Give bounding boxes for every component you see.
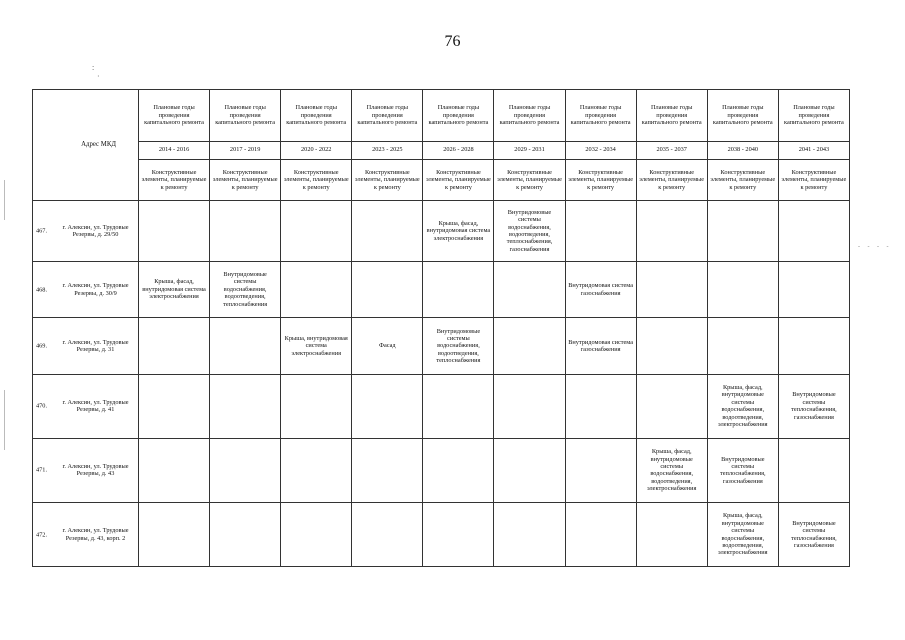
planned-years-header-cell: Плановые годы проведения капитального ремонта bbox=[423, 90, 494, 142]
elements-header-cell: Конструктивные элементы, планируемые к ремонту bbox=[778, 159, 849, 200]
repair-elements-cell bbox=[494, 374, 565, 438]
building-address: г. Алексин, ул. Трудовые Резервы, д. 31 bbox=[62, 338, 129, 354]
repair-elements-cell bbox=[636, 261, 707, 318]
repair-elements-cell bbox=[352, 201, 423, 262]
table-row bbox=[33, 438, 850, 503]
planned-years-header-cell: Плановые годы проведения капитального ремонта bbox=[210, 90, 281, 142]
scan-margin-mark bbox=[4, 390, 5, 450]
repair-elements-cell bbox=[565, 438, 636, 503]
elements-header-cell: Конструктивные элементы, планируемые к ремонту bbox=[423, 159, 494, 200]
repair-elements-cell bbox=[494, 503, 565, 567]
period-header-cell: 2023 - 2025 bbox=[352, 141, 423, 159]
building-address: г. Алексин, ул. Трудовые Резервы, д. 30/9 bbox=[62, 282, 129, 297]
repair-elements-cell bbox=[636, 374, 707, 438]
elements-header-cell: Конструктивные элементы, планируемые к ремонту bbox=[494, 159, 565, 200]
period-header-cell: 2035 - 2037 bbox=[636, 141, 707, 159]
address-cell bbox=[33, 438, 139, 503]
repair-elements-cell: Внутридомовая система газоснабжения bbox=[565, 318, 636, 375]
repair-elements-cell: Внутридомовые системы теплоснабжения, газоснабжения bbox=[778, 374, 849, 438]
period-header-cell: 2014 - 2016 bbox=[139, 141, 210, 159]
repair-elements-cell bbox=[778, 318, 849, 375]
table-row bbox=[33, 503, 850, 567]
repair-elements-cell bbox=[778, 201, 849, 262]
period-header-cell: 2020 - 2022 bbox=[281, 141, 352, 159]
building-address: г. Алексин, ул. Трудовые Резервы, д. 41 bbox=[62, 398, 129, 414]
period-header-cell: 2029 - 2031 bbox=[494, 141, 565, 159]
row-number: 467. bbox=[36, 227, 48, 235]
elements-header-cell: Конструктивные элементы, планируемые к ремонту bbox=[210, 159, 281, 200]
repair-elements-cell bbox=[210, 201, 281, 262]
row-number: 470. bbox=[36, 402, 48, 410]
repair-elements-cell bbox=[636, 318, 707, 375]
elements-header-cell: Конструктивные элементы, планируемые к ремонту bbox=[636, 159, 707, 200]
period-header-cell: 2041 - 2043 bbox=[778, 141, 849, 159]
repair-elements-cell bbox=[139, 318, 210, 375]
address-cell bbox=[33, 261, 139, 318]
repair-elements-cell bbox=[210, 318, 281, 375]
repair-elements-cell bbox=[281, 261, 352, 318]
repair-elements-cell bbox=[778, 261, 849, 318]
period-header-cell: 2026 - 2028 bbox=[423, 141, 494, 159]
address-cell bbox=[33, 201, 139, 262]
planned-years-header-cell: Плановые годы проведения капитального ремонта bbox=[281, 90, 352, 142]
elements-header-cell: Конструктивные элементы, планируемые к ремонту bbox=[352, 159, 423, 200]
repair-elements-cell bbox=[352, 261, 423, 318]
capital-repair-schedule-table bbox=[32, 89, 850, 567]
table-row bbox=[33, 261, 850, 318]
repair-elements-cell: Крыша, фасад, внутридомовые системы водоснабжения, водоотведения, электроснабжения bbox=[636, 438, 707, 503]
repair-elements-cell bbox=[352, 374, 423, 438]
repair-elements-cell bbox=[139, 201, 210, 262]
repair-elements-cell bbox=[423, 261, 494, 318]
row-number: 471. bbox=[36, 466, 48, 474]
repair-elements-cell bbox=[423, 438, 494, 503]
elements-header-cell: Конструктивные элементы, планируемые к ремонту bbox=[281, 159, 352, 200]
table-row bbox=[33, 201, 850, 262]
repair-elements-cell bbox=[210, 374, 281, 438]
repair-elements-cell: Крыша, фасад, внутридомовые системы водоснабжения, водоотведения, электроснабжения bbox=[707, 503, 778, 567]
repair-elements-cell: Внутридомовые системы водоснабжения, водоотведения, теплоснабжения bbox=[423, 318, 494, 375]
address-cell bbox=[33, 374, 139, 438]
repair-elements-cell bbox=[707, 261, 778, 318]
period-header-cell: 2017 - 2019 bbox=[210, 141, 281, 159]
building-address: г. Алексин, ул. Трудовые Резервы, д. 43, корп. 2 bbox=[62, 527, 129, 542]
repair-elements-cell: Внутридомовые системы водоснабжения, водоотведения, теплоснабжения bbox=[210, 261, 281, 318]
planned-years-header-cell: Плановые годы проведения капитального ремонта bbox=[636, 90, 707, 142]
header-row-planned-years bbox=[33, 90, 850, 142]
repair-elements-cell bbox=[565, 201, 636, 262]
repair-elements-cell bbox=[636, 201, 707, 262]
repair-elements-cell: Крыша, внутридомовая система электроснабжения bbox=[281, 318, 352, 375]
scan-margin-mark bbox=[4, 180, 5, 220]
repair-elements-cell bbox=[139, 438, 210, 503]
repair-elements-cell bbox=[210, 503, 281, 567]
planned-years-header-cell: Плановые годы проведения капитального ремонта bbox=[707, 90, 778, 142]
elements-header-cell: Конструктивные элементы, планируемые к ремонту bbox=[565, 159, 636, 200]
repair-elements-cell: Фасад bbox=[352, 318, 423, 375]
repair-elements-cell bbox=[281, 201, 352, 262]
repair-elements-cell: Внутридомовая система газоснабжения bbox=[565, 261, 636, 318]
scan-speck: : bbox=[92, 63, 97, 72]
repair-elements-cell bbox=[423, 374, 494, 438]
building-address: г. Алексин, ул. Трудовые Резервы, д. 43 bbox=[62, 462, 129, 478]
repair-elements-cell bbox=[565, 374, 636, 438]
planned-years-header-cell: Плановые годы проведения капитального ремонта bbox=[565, 90, 636, 142]
table-row bbox=[33, 318, 850, 375]
planned-years-header-cell: Плановые годы проведения капитального ремонта bbox=[352, 90, 423, 142]
repair-elements-cell bbox=[352, 438, 423, 503]
repair-elements-cell: Крыша, фасад, внутридомовая система электроснабжения bbox=[423, 201, 494, 262]
planned-years-header-cell: Плановые годы проведения капитального ремонта bbox=[494, 90, 565, 142]
page-number: 76 bbox=[444, 33, 461, 50]
scan-edge-mark: - - - - bbox=[858, 244, 892, 250]
elements-header-cell: Конструктивные элементы, планируемые к ремонту bbox=[139, 159, 210, 200]
repair-elements-cell bbox=[139, 374, 210, 438]
repair-elements-cell bbox=[423, 503, 494, 567]
repair-elements-cell: Внутридомовые системы теплоснабжения, газоснабжения bbox=[707, 438, 778, 503]
period-header-cell: 2038 - 2040 bbox=[707, 141, 778, 159]
header-row-elements bbox=[33, 159, 850, 200]
repair-elements-cell bbox=[281, 503, 352, 567]
repair-elements-cell bbox=[707, 318, 778, 375]
repair-elements-cell: Внутридомовые системы водоснабжения, водоотведения, теплоснабжения, газоснабжения bbox=[494, 201, 565, 262]
planned-years-header-cell: Плановые годы проведения капитального ремонта bbox=[139, 90, 210, 142]
repair-elements-cell: Крыша, фасад, внутридомовая система электроснабжения bbox=[139, 261, 210, 318]
elements-header-cell: Конструктивные элементы, планируемые к ремонту bbox=[707, 159, 778, 200]
repair-elements-cell bbox=[565, 503, 636, 567]
address-cell bbox=[33, 503, 139, 567]
period-header-cell: 2032 - 2034 bbox=[565, 141, 636, 159]
row-number: 469. bbox=[36, 342, 48, 350]
repair-elements-cell: Крыша, фасад, внутридомовые системы водоснабжения, водоотведения, электроснабжения bbox=[707, 374, 778, 438]
repair-elements-cell bbox=[210, 438, 281, 503]
repair-elements-cell bbox=[281, 438, 352, 503]
repair-elements-cell bbox=[281, 374, 352, 438]
repair-elements-cell bbox=[494, 261, 565, 318]
scan-speck: · bbox=[97, 72, 102, 81]
address-cell bbox=[33, 318, 139, 375]
repair-elements-cell bbox=[636, 503, 707, 567]
building-address: г. Алексин, ул. Трудовые Резервы, д. 29/50 bbox=[62, 223, 129, 238]
planned-years-header-cell: Плановые годы проведения капитального ремонта bbox=[778, 90, 849, 142]
repair-elements-cell bbox=[139, 503, 210, 567]
address-header-label: Адрес МКД bbox=[81, 141, 116, 149]
repair-elements-cell bbox=[494, 438, 565, 503]
repair-elements-cell bbox=[494, 318, 565, 375]
row-number: 468. bbox=[36, 285, 48, 293]
repair-elements-cell bbox=[778, 438, 849, 503]
repair-elements-cell: Внутридомовые системы теплоснабжения, газоснабжения bbox=[778, 503, 849, 567]
row-number: 472. bbox=[36, 530, 48, 538]
repair-elements-cell bbox=[707, 201, 778, 262]
repair-elements-cell bbox=[352, 503, 423, 567]
table-row bbox=[33, 374, 850, 438]
header-row-periods bbox=[33, 141, 850, 159]
address-header-cell bbox=[33, 90, 139, 201]
